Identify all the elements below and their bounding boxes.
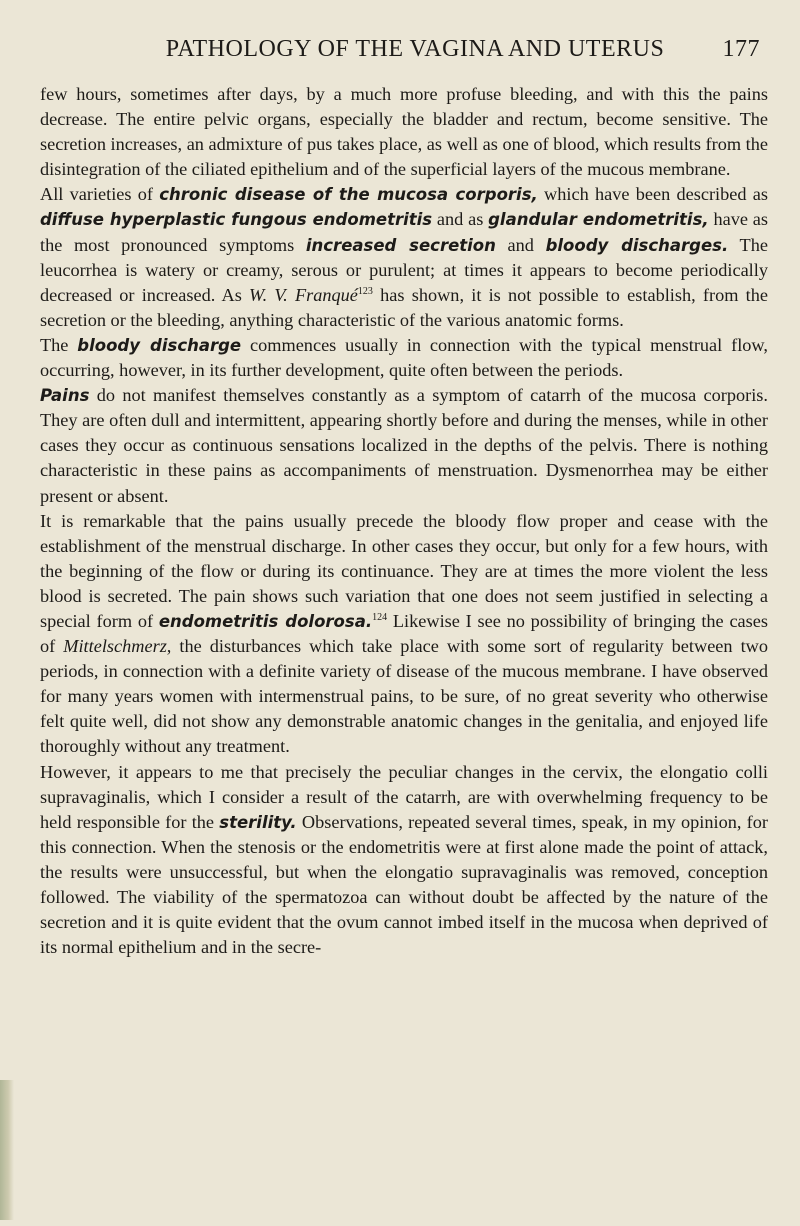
page-number: 177: [722, 36, 760, 62]
text-run: It is remarkable that the pains usually precede the bloody flow proper and cease with the establishment of the menstrual discharge. In other cases they occur, but only for a few hours, with the beginning of the flow or during its continuance. They are at times the more violent the less blood is secreted. The pain shows such variation that one does not seem justified in selecting a special form of: [40, 510, 768, 631]
text-run: do not manifest themselves constantly as a symptom of catarrh of the mucosa corporis. They are often dull and intermittent, appearing shortly before and during the menses, while in other cases they occur as continuous sensations localized in the depths of the pelvis. There is nothing characteristic in these pains as accompaniments of menstruation. Dysmenorrhea may be either present or absent.: [40, 385, 768, 506]
italic-term: W. V. Franqué: [249, 284, 358, 305]
emphasis-term: bloody discharge: [77, 335, 242, 355]
paragraph: [40, 82, 768, 182]
emphasis-term: sterility.: [219, 812, 297, 832]
body-text: [40, 82, 768, 960]
emphasis-term: diffuse hyperplastic fungous endometritis: [40, 210, 433, 230]
emphasis-term: Pains: [40, 386, 90, 406]
text-run: and as: [432, 209, 489, 230]
emphasis-term: endometritis dolorosa.: [158, 611, 373, 631]
text-run: The: [40, 334, 78, 355]
text-run: Observations, repeated several times, speak, in my opinion, for this connection. When the stenosis or the endometritis were at first alone made the point of attack, the results were unsuccessful, but when the elongatio supravaginalis was removed, conception followed. The viability of the spermatozoa can without doubt be affected by the nature of the secretion and it is quite evident that the ovum cannot imbed itself in the mucosa when deprived of its normal epithelium and in the secre-: [40, 811, 768, 958]
footnote-ref: 124: [372, 611, 388, 623]
paragraph: [40, 182, 768, 333]
paragraph: [40, 383, 768, 508]
text-run: which have been described as: [537, 184, 768, 205]
text-run: the disturbances which take place with some sort of regularity between two periods, in connection with a definite variety of disease of the mucous membrane. I have observed for many years women with intermenstrual pains, to be sure, of no great severity who otherwise felt quite well, did not show any demonstrable anatomic changes in the genitalia, and enjoyed life thoroughly without any treatment.: [40, 636, 768, 757]
text-run: has shown, it is not possible to establish, from the secretion or the bleeding, anything characteristic of the various anatomic forms.: [40, 284, 768, 330]
italic-term: Mittelschmerz,: [63, 636, 172, 657]
paragraph: [40, 760, 768, 961]
text-run: have as the most pronounced symptoms: [40, 209, 768, 255]
paragraph: [40, 509, 768, 760]
emphasis-term: glandular endometritis,: [488, 210, 709, 230]
emphasis-term: bloody discharges.: [545, 235, 729, 255]
emphasis-term: chronic disease of the mucosa corporis,: [159, 185, 538, 205]
text-run: All varieties of: [40, 184, 160, 205]
text-run: and: [495, 234, 546, 255]
emphasis-term: increased secretion: [305, 235, 496, 255]
text-run: few hours, sometimes after days, by a much more profuse bleeding, and with this the pains decrease. The entire pelvic organs, especially the bladder and rectum, become sensitive. The secretion increases, an admixture of pus takes place, as well as one of blood, which results from the disintegration of the ciliated epithelium and of the superficial layers of the mucous membrane.: [40, 84, 768, 180]
footnote-ref: 123: [357, 285, 373, 297]
text-run: However, it appears to me that precisely the peculiar changes in the cervix, the elongatio colli supravaginalis, which I consider a result of the catarrh, are with overwhelming frequency to be held responsible for the: [40, 761, 768, 832]
page-edge-stain: [0, 1080, 14, 1220]
paragraph: [40, 333, 768, 383]
text-run: Likewise I see no possibility of bringing the cases of: [40, 610, 769, 657]
text-run: commences usually in connection with the typical menstrual flow, occurring, however, in its further development, quite often between the periods.: [40, 334, 768, 381]
text-run: The leucorrhea is watery or creamy, serous or purulent; at times it appears to become periodically decreased or increased. As: [40, 234, 768, 305]
running-title: PATHOLOGY OF THE VAGINA AND UTERUS: [165, 36, 665, 62]
running-header: [110, 28, 760, 68]
